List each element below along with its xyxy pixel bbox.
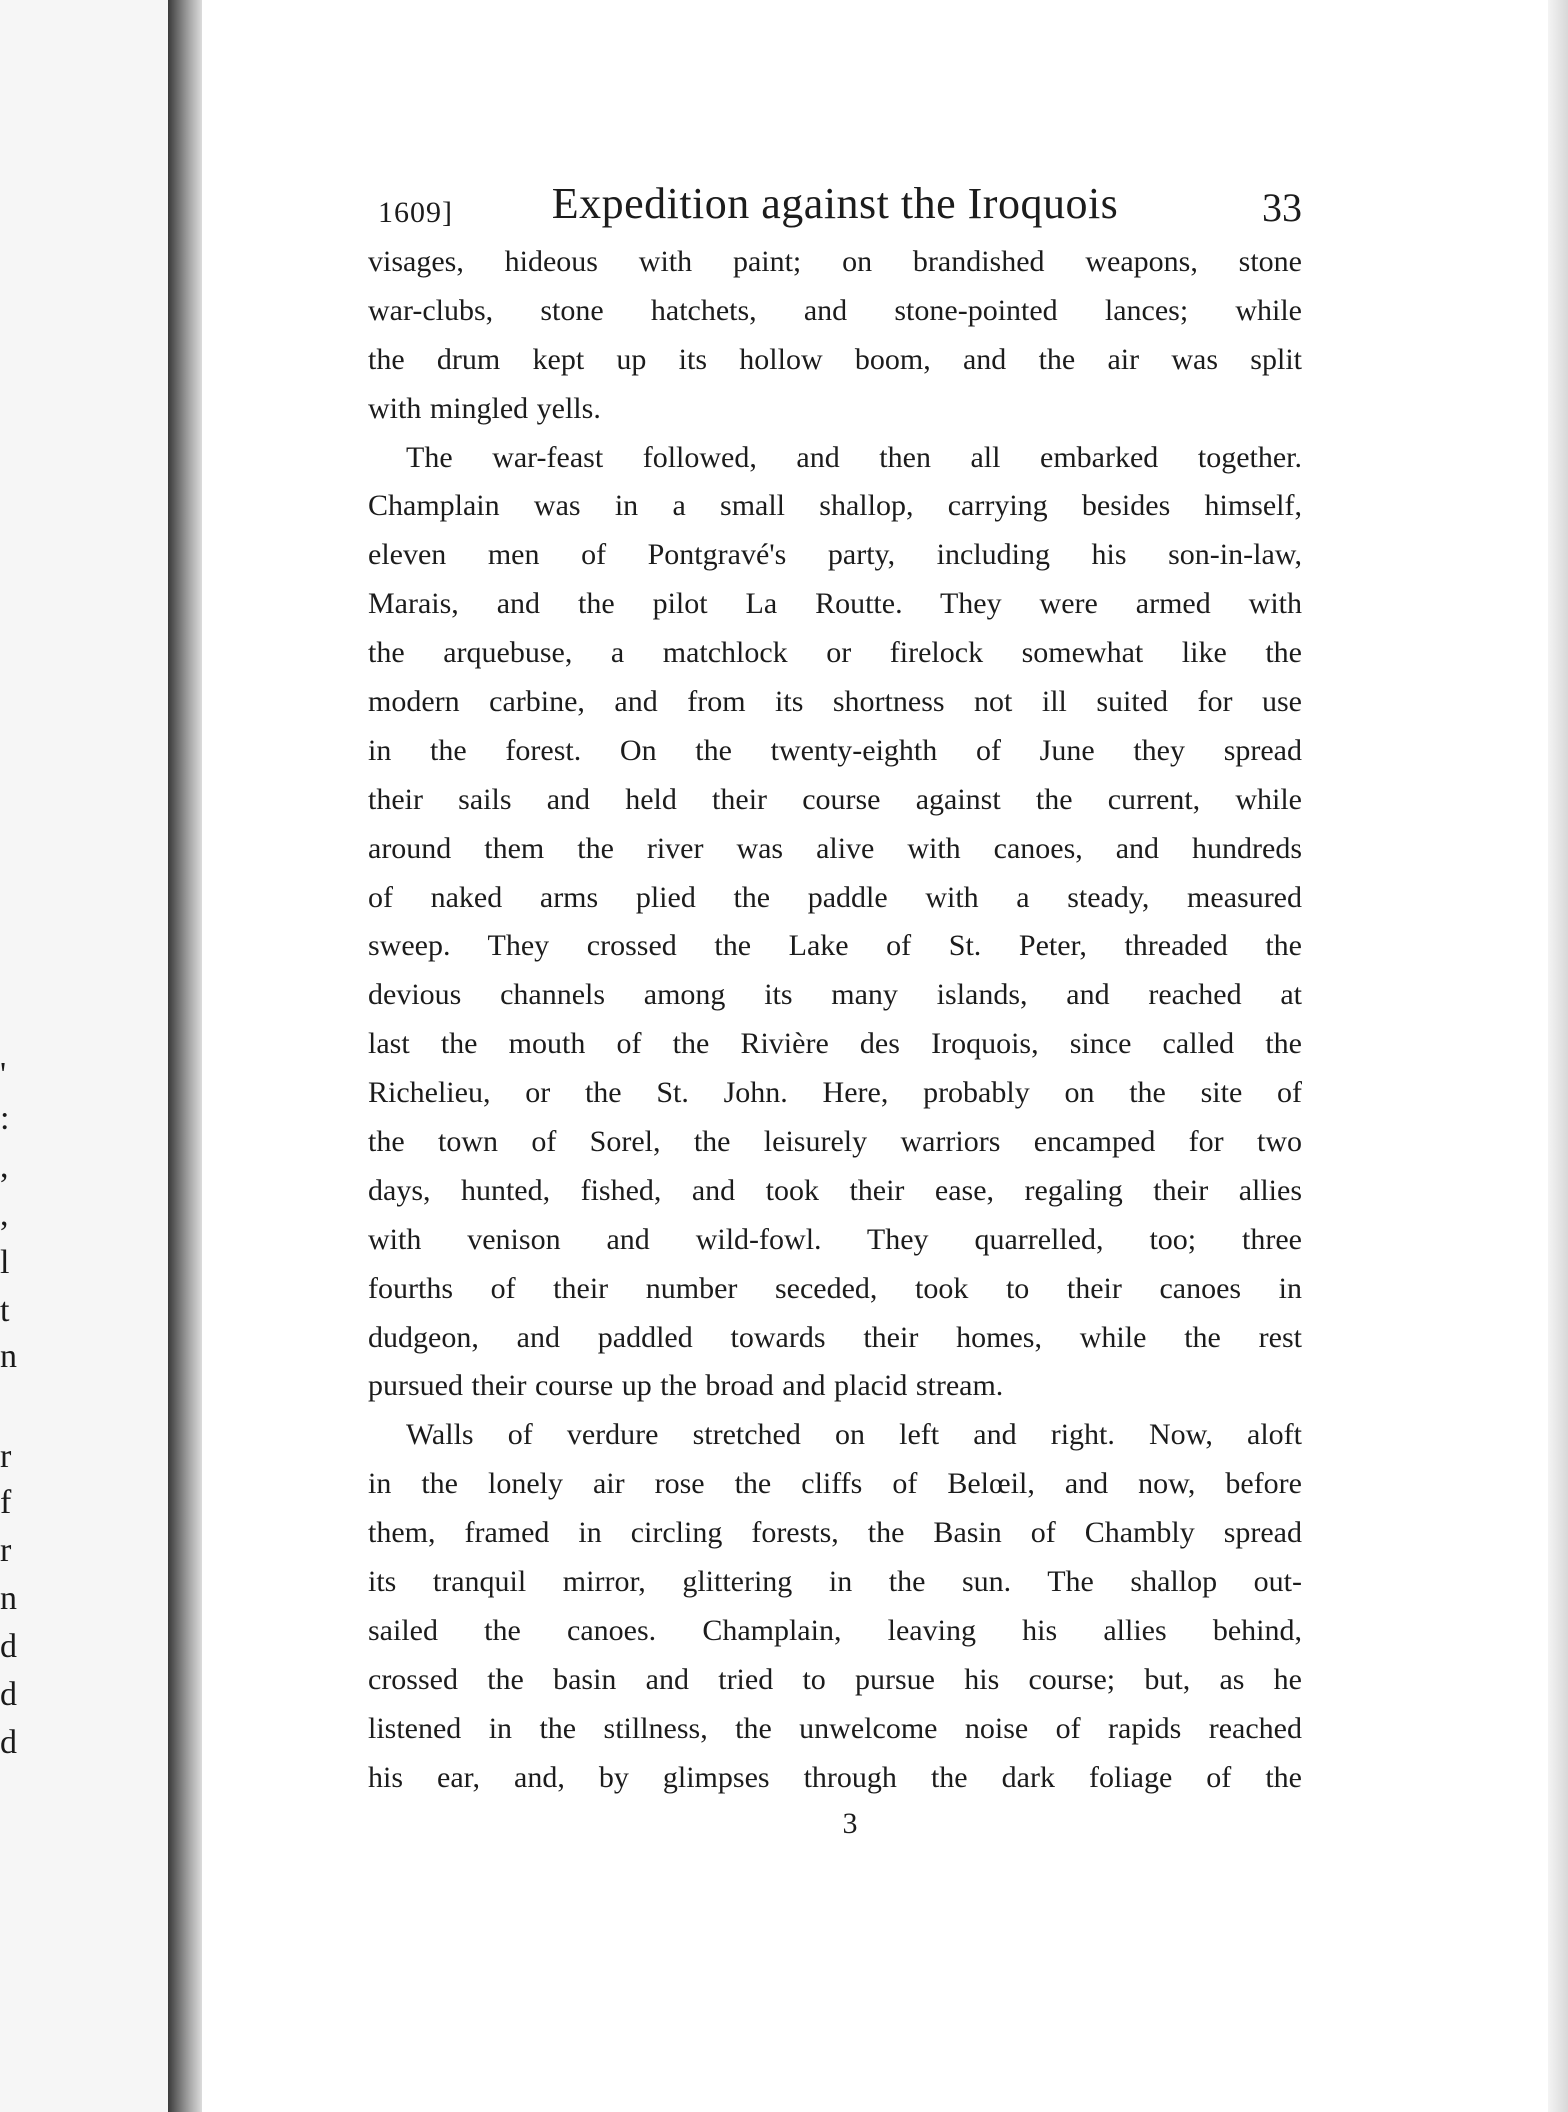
text-line: Marais, and the pilot La Routte. They were armed with: [368, 587, 1302, 621]
page-content: [368, 178, 1302, 1841]
text-line: in the lonely air rose the cliffs of Belœil, and now, before: [368, 1467, 1302, 1501]
edge-char: d: [0, 1628, 17, 1665]
text-line: eleven men of Pontgravé's party, including his son-in-law,: [368, 538, 1302, 572]
text-line: its tranquil mirror, glittering in the sun. The shallop out-: [368, 1565, 1302, 1599]
running-header: [368, 178, 1302, 238]
edge-char: t: [0, 1292, 10, 1329]
edge-char: ,: [0, 1148, 9, 1185]
text-line: Richelieu, or the St. John. Here, probably on the site of: [368, 1076, 1302, 1110]
text-line: them, framed in circling forests, the Basin of Chambly spread: [368, 1516, 1302, 1550]
text-line: pursued their course up the broad and placid stream.: [368, 1369, 1004, 1403]
edge-char: l: [0, 1244, 10, 1281]
facing-page-edge-text: [0, 0, 24, 2112]
edge-char: d: [0, 1676, 17, 1713]
body-text: [368, 238, 1302, 1803]
text-line: in the forest. On the twenty-eighth of June they spread: [368, 733, 1302, 767]
page-title: Expedition against the Iroquois: [551, 179, 1119, 228]
edge-char: ': [0, 1056, 7, 1093]
text-line: days, hunted, fished, and took their ease, regaling their allies: [368, 1173, 1302, 1207]
header-year: 1609]: [378, 196, 453, 229]
edge-char: n: [0, 1338, 17, 1375]
facing-page-fragment: [0, 0, 168, 2112]
text-line: the arquebuse, a matchlock or firelock somewhat like the: [368, 636, 1302, 670]
text-line: dudgeon, and paddled towards their homes, while the rest: [368, 1320, 1302, 1354]
edge-char: n: [0, 1580, 17, 1617]
edge-char: d: [0, 1724, 17, 1761]
text-line: sweep. They crossed the Lake of St. Peter, threaded the: [368, 929, 1302, 963]
page-number: 33: [1262, 185, 1302, 230]
edge-char: r: [0, 1532, 12, 1569]
paragraph-start-line: Walls of verdure stretched on left and right. Now, aloft: [406, 1418, 1302, 1452]
text-line: visages, hideous with paint; on brandished weapons, stone: [368, 245, 1302, 278]
text-line: listened in the stillness, the unwelcome noise of rapids reached: [368, 1711, 1302, 1745]
edge-char: :: [0, 1100, 10, 1137]
text-line: crossed the basin and tried to pursue his course; but, as he: [368, 1662, 1302, 1696]
text-line: the drum kept up its hollow boom, and the air was split: [368, 342, 1302, 376]
text-line: modern carbine, and from its shortness not ill suited for use: [368, 685, 1302, 719]
text-line: with mingled yells.: [368, 391, 601, 425]
text-line: his ear, and, by glimpses through the dark foliage of the: [368, 1760, 1302, 1794]
text-line: Champlain was in a small shallop, carrying besides himself,: [368, 489, 1302, 523]
paragraph-start-line: The war-feast followed, and then all embarked together.: [406, 440, 1302, 474]
text-line: the town of Sorel, the leisurely warriors encamped for two: [368, 1125, 1302, 1159]
text-line: fourths of their number seceded, took to their canoes in: [368, 1271, 1302, 1305]
page-edge-shadow: [1548, 0, 1568, 2112]
edge-char: f: [0, 1484, 12, 1521]
text-line: with venison and wild-fowl. They quarrelled, too; three: [368, 1222, 1302, 1256]
text-line: of naked arms plied the paddle with a steady, measured: [368, 880, 1302, 914]
signature-mark: 3: [842, 1806, 858, 1840]
text-line: war-clubs, stone hatchets, and stone-pointed lances; while: [368, 293, 1302, 327]
edge-char: r: [0, 1438, 12, 1475]
text-line: devious channels among its many islands, and reached at: [368, 978, 1302, 1012]
edge-char: ,: [0, 1196, 9, 1233]
binding-gutter: [168, 0, 202, 2112]
text-line: last the mouth of the Rivière des Iroquois, since called the: [368, 1027, 1302, 1061]
text-line: their sails and held their course against the current, while: [368, 782, 1302, 816]
text-line: sailed the canoes. Champlain, leaving his allies behind,: [368, 1613, 1302, 1647]
text-line: around them the river was alive with canoes, and hundreds: [368, 831, 1302, 865]
